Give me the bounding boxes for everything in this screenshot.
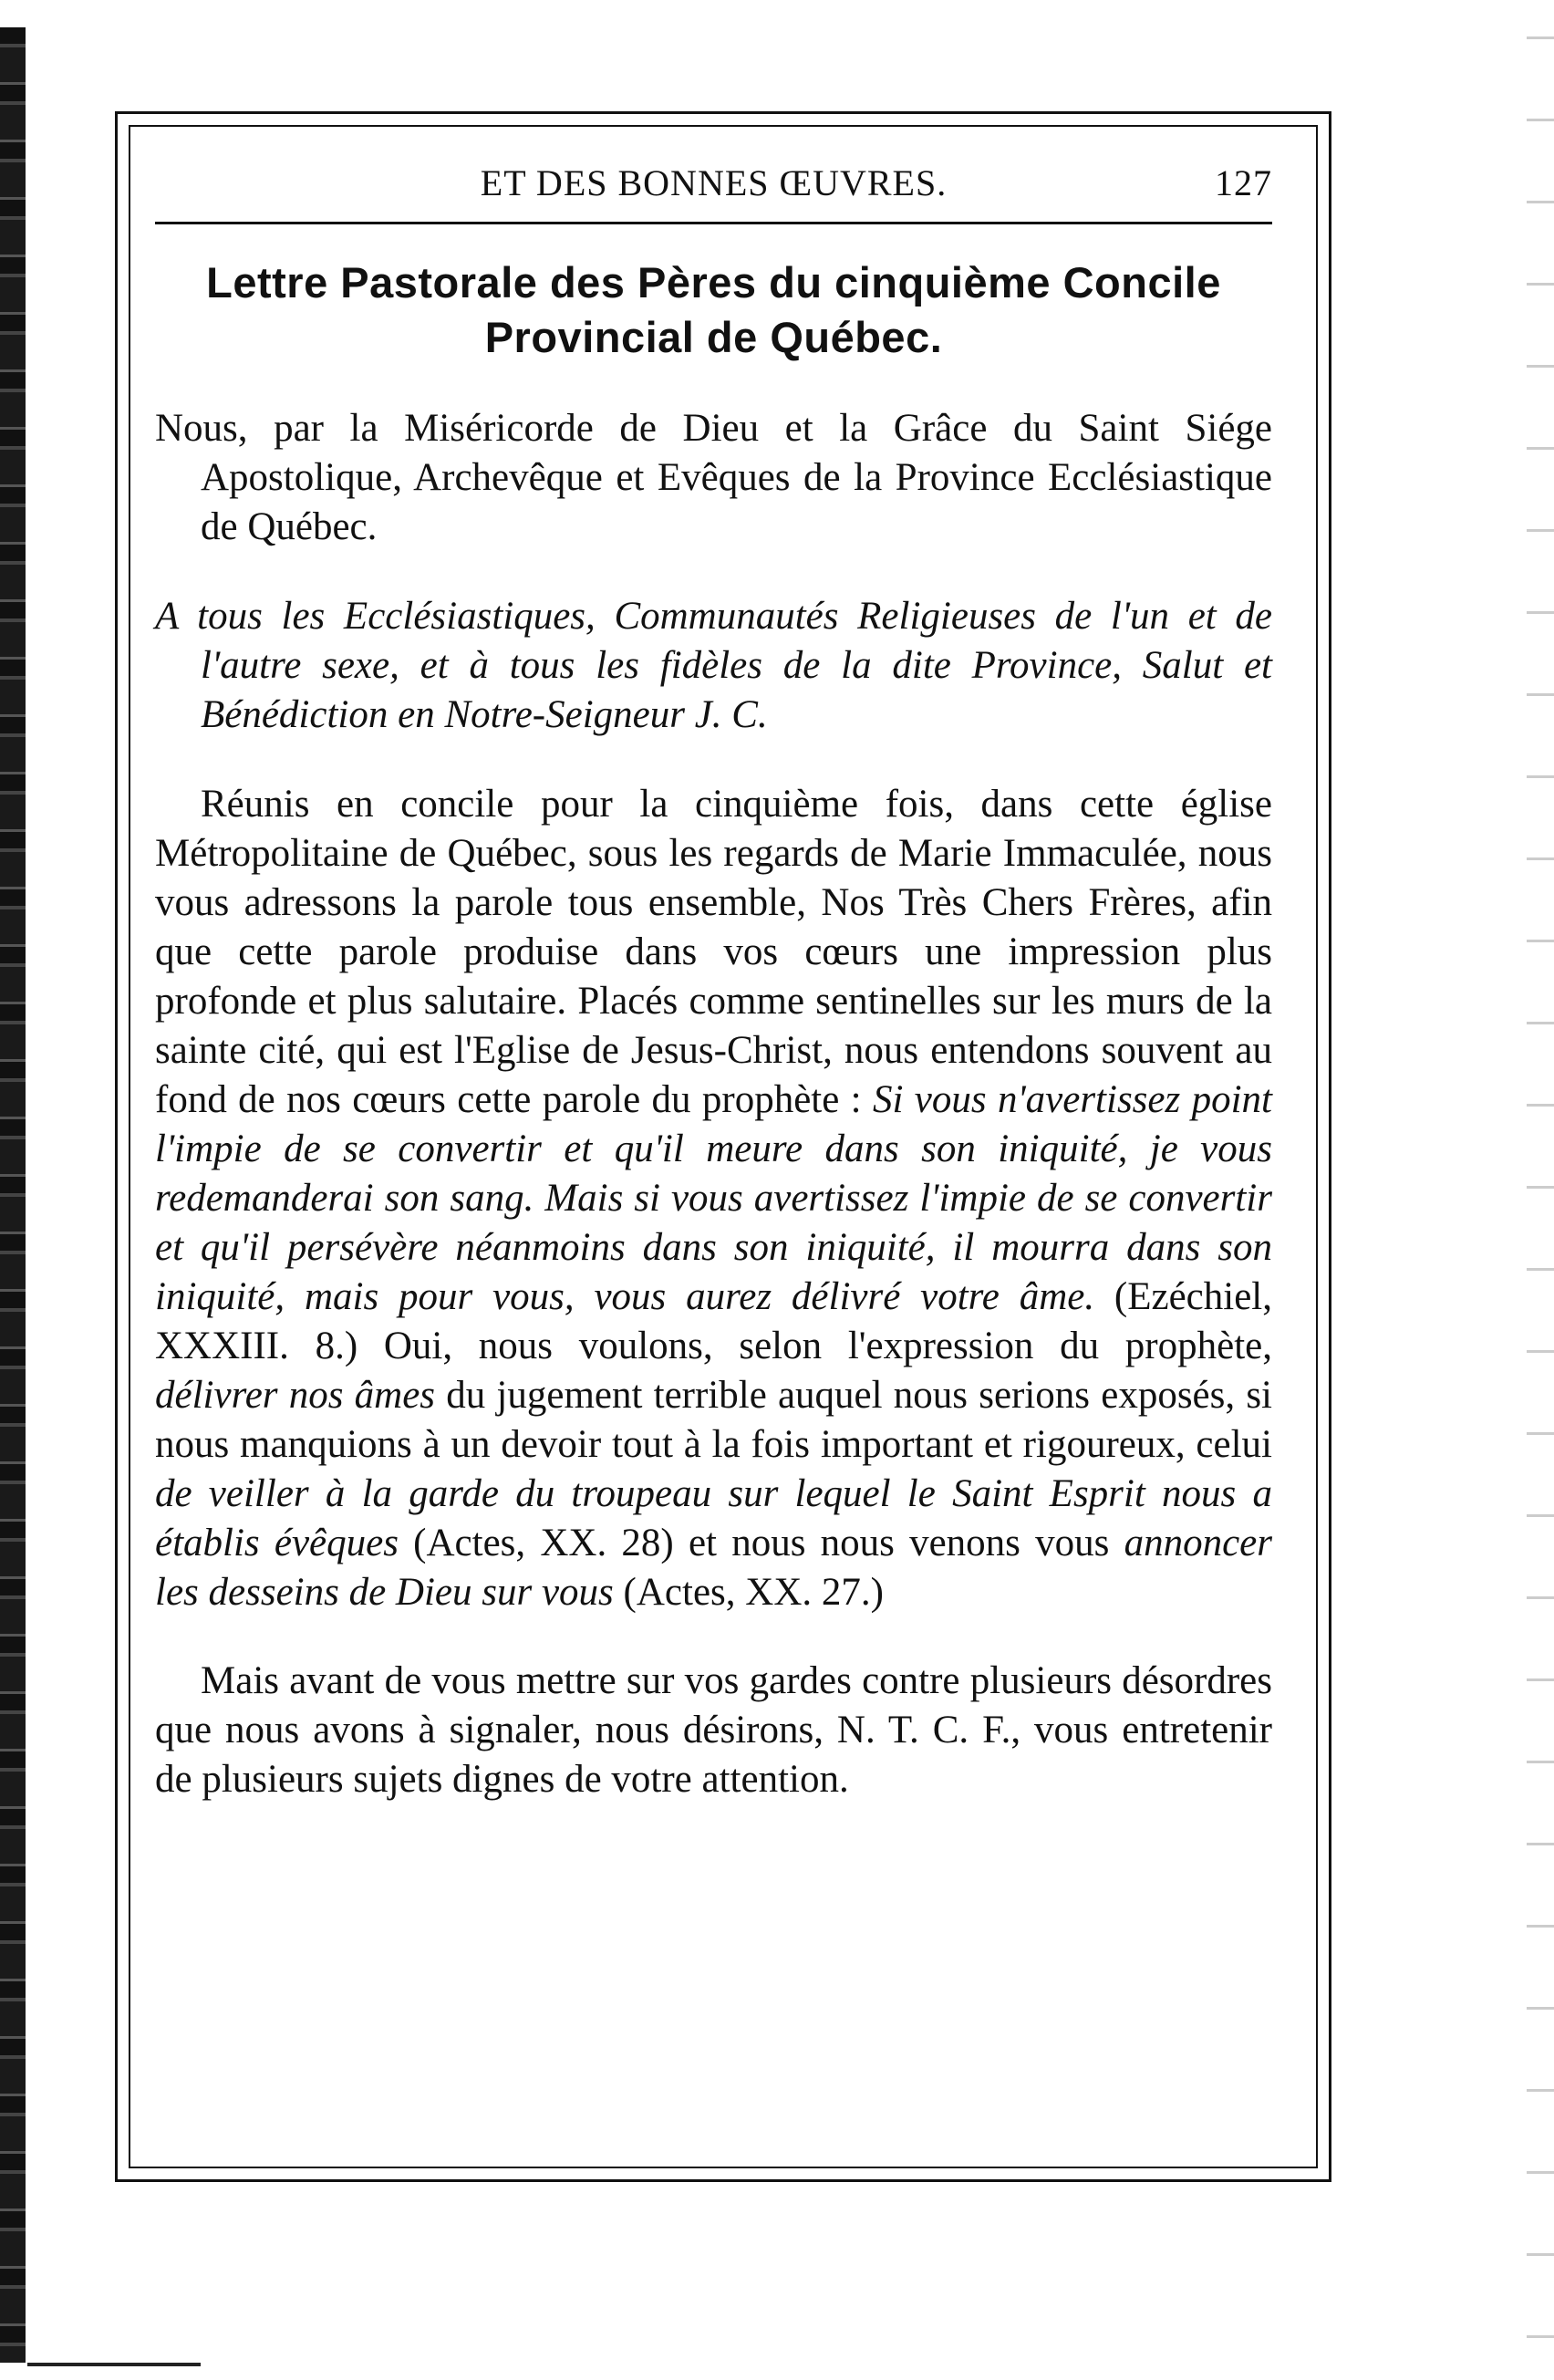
running-title: ET DES BONNES ŒUVRES. bbox=[480, 162, 948, 203]
p1-text-5: (Actes, XX. 27.) bbox=[613, 1571, 884, 1614]
header-rule bbox=[155, 222, 1272, 224]
p1-text-4: (Actes, XX. 28) et nous nous venons vous bbox=[398, 1522, 1124, 1564]
page-binding-mark bbox=[27, 2363, 201, 2366]
body-paragraph-2: Mais avant de vous mettre sur vos gardes contre plusieurs désordres que nous avons à signaler, nous désirons, N. T. C. F., vous entretenir de plusieurs sujets dignes de votre attention. bbox=[155, 1659, 1272, 1801]
page-binding-edge bbox=[0, 27, 26, 2363]
page-right-edge bbox=[1527, 0, 1554, 2380]
p1-text-1: Réunis en concile pour la cinquième fois, dans cette église Métropolitaine de Québec, sous les regards de Marie Immaculée, nous vous adressons la parole tous ensemble, Nos Très Chers Frères, afin que cette parole produise dans vos cœurs une impression plus profonde et plus salutaire. Placés comme sentinelles sur les murs de la sainte cité, qui est l'Eglise de Jesus-Christ, nous entendons souvent au fond de nos cœurs cette parole du prophète : bbox=[155, 783, 1272, 1121]
body-paragraph-1 bbox=[155, 780, 1272, 1617]
p1-quote-delivrer: délivrer nos âmes bbox=[155, 1374, 436, 1417]
p1-quote-annoncer: annoncer les desseins de Dieu sur vous bbox=[155, 1522, 1272, 1614]
p1-quote-ezechiel: Si vous n'avertissez point l'impie de se convertir et qu'il meure dans son iniquité, je vous redemanderai son sang. Mais si vous avertissez l'impie de se convertir et qu'il persévère néanmoins dans son iniquité, il mourra dans son iniquité, mais pour vous, vous aurez délivré votre âme. bbox=[155, 1078, 1272, 1318]
address-paragraph: A tous les Ecclésiastiques, Communautés Religieuses de l'un et de l'autre sexe, et à tous les fidèles de la dite Province, Salut et Bénédiction en Notre-Seigneur J. C. bbox=[155, 595, 1272, 736]
p1-text-3: du jugement terrible auquel nous serions exposés, si nous manquions à un devoir tout à la fois important et rigoureux, celui bbox=[155, 1374, 1272, 1466]
letter-heading bbox=[155, 255, 1272, 365]
heading-line-1: Lettre Pastorale des Pères du cinquième Concile bbox=[206, 258, 1221, 307]
p1-text-2: (Ezéchiel, XXXIII. 8.) Oui, nous voulons, selon l'expression du prophète, bbox=[155, 1275, 1272, 1367]
page-content bbox=[155, 141, 1272, 1832]
intro-paragraph: Nous, par la Miséricorde de Dieu et la Grâce du Saint Siége Apostolique, Archevêque et Evêques de la Province Ecclésiastique de Québec. bbox=[155, 407, 1272, 548]
running-head bbox=[155, 141, 1272, 205]
heading-line-2: Provincial de Québec. bbox=[484, 313, 943, 361]
page-number: 127 bbox=[1215, 162, 1272, 203]
p1-quote-veiller: de veiller à la garde du troupeau sur lequel le Saint Esprit nous a établis évêques bbox=[155, 1472, 1272, 1564]
